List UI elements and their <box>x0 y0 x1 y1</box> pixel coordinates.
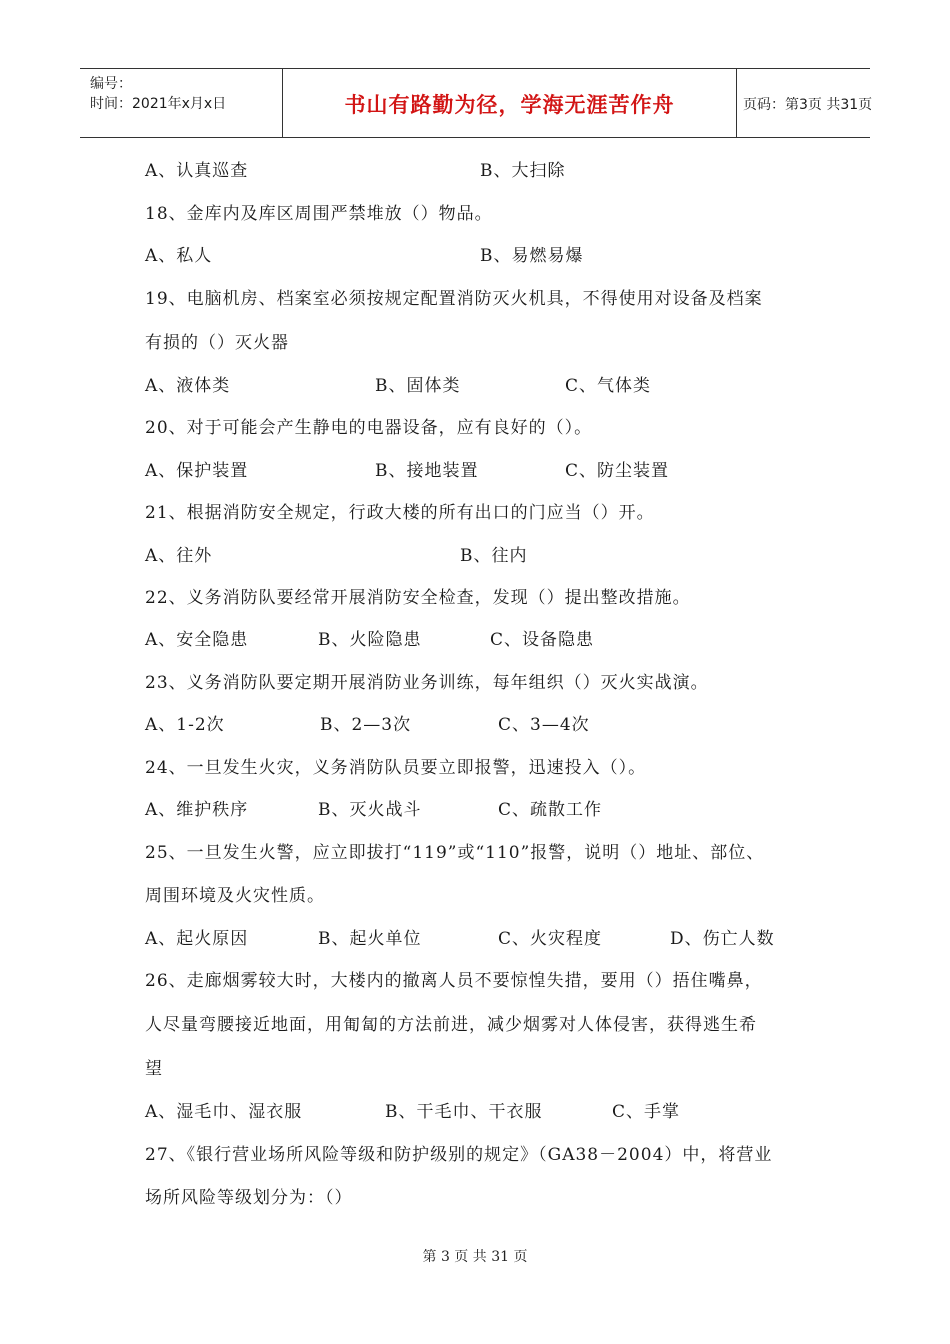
option-q26-a: A、湿毛巾、湿衣服 <box>145 1102 303 1122</box>
question-21: 21、根据消防安全规定，行政大楼的所有出口的门应当（）开。 <box>145 503 655 523</box>
option-q24-c: C、疏散工作 <box>498 800 603 820</box>
option-q17-b: B、大扫除 <box>480 161 566 181</box>
question-19-line-1: 19、电脑机房、档案室必须按规定配置消防灭火机具，不得使用对设备及档案 <box>145 289 763 309</box>
option-q19-c: C、气体类 <box>565 376 652 396</box>
option-q22-c: C、设备隐患 <box>490 630 595 650</box>
question-26-line-2: 人尽量弯腰接近地面，用匍匐的方法前进，减少烟雾对人体侵害，获得逃生希 <box>145 1015 757 1035</box>
question-24: 24、一旦发生火灾，义务消防队员要立即报警，迅速投入（）。 <box>145 758 647 778</box>
option-q23-a: A、1-2次 <box>145 715 225 735</box>
option-q23-b: B、2—3次 <box>320 715 412 735</box>
question-25-line-1: 25、一旦发生火警，应立即拔打“119”或“110”报警，说明（）地址、部位、 <box>145 843 765 863</box>
option-q19-a: A、液体类 <box>145 376 231 396</box>
question-22: 22、义务消防队要经常开展消防安全检查，发现（）提出整改措施。 <box>145 588 691 608</box>
option-q26-c: C、手掌 <box>612 1102 681 1122</box>
question-25-line-2: 周围环境及火灾性质。 <box>145 886 325 906</box>
document-number-label: 编号： <box>90 76 132 92</box>
question-26-line-1: 26、走廊烟雾较大时，大楼内的撤离人员不要惊惶失措，要用（）捂住嘴鼻， <box>145 971 763 991</box>
option-q25-b: B、起火单位 <box>318 929 422 949</box>
question-26-line-3: 望 <box>145 1059 163 1079</box>
option-q18-a: A、私人 <box>145 246 213 266</box>
option-q23-c: C、3—4次 <box>498 715 590 735</box>
option-q26-b: B、干毛巾、干衣服 <box>385 1102 543 1122</box>
question-27-line-2: 场所风险等级划分为：（） <box>145 1188 353 1208</box>
option-q21-b: B、往内 <box>460 546 528 566</box>
question-19-line-2: 有损的（）灭火器 <box>145 333 289 353</box>
option-q20-a: A、保护装置 <box>145 461 249 481</box>
option-q19-b: B、固体类 <box>375 376 461 396</box>
option-q25-c: C、火灾程度 <box>498 929 603 949</box>
option-q20-b: B、接地装置 <box>375 461 479 481</box>
option-q22-b: B、火险隐患 <box>318 630 422 650</box>
option-q22-a: A、安全隐患 <box>145 630 249 650</box>
option-q25-d: D、伤亡人数 <box>670 929 775 949</box>
question-18: 18、金库内及库区周围严禁堆放（）物品。 <box>145 204 493 224</box>
option-q24-b: B、灭火战斗 <box>318 800 422 820</box>
question-20: 20、对于可能会产生静电的电器设备，应有良好的（）。 <box>145 418 593 438</box>
option-q24-a: A、维护秩序 <box>145 800 249 820</box>
question-27-line-1: 27、《银行营业场所风险等级和防护级别的规定》（GA38－2004）中，将营业 <box>145 1145 773 1165</box>
header-motto: 书山有路勤为径，学海无涯苦作舟 <box>344 93 675 117</box>
option-q25-a: A、起火原因 <box>145 929 249 949</box>
option-q17-a: A、认真巡查 <box>145 161 249 181</box>
header-page-info: 页码：第3页 共31页 <box>743 97 873 113</box>
document-date: 时间：2021年x月x日 <box>90 96 227 112</box>
option-q20-c: C、防尘装置 <box>565 461 670 481</box>
question-23: 23、义务消防队要定期开展消防业务训练，每年组织（）灭火实战演。 <box>145 673 709 693</box>
option-q21-a: A、往外 <box>145 546 213 566</box>
option-q18-b: B、易燃易爆 <box>480 246 584 266</box>
page-footer: 第 3 页 共 31 页 <box>422 1249 528 1265</box>
